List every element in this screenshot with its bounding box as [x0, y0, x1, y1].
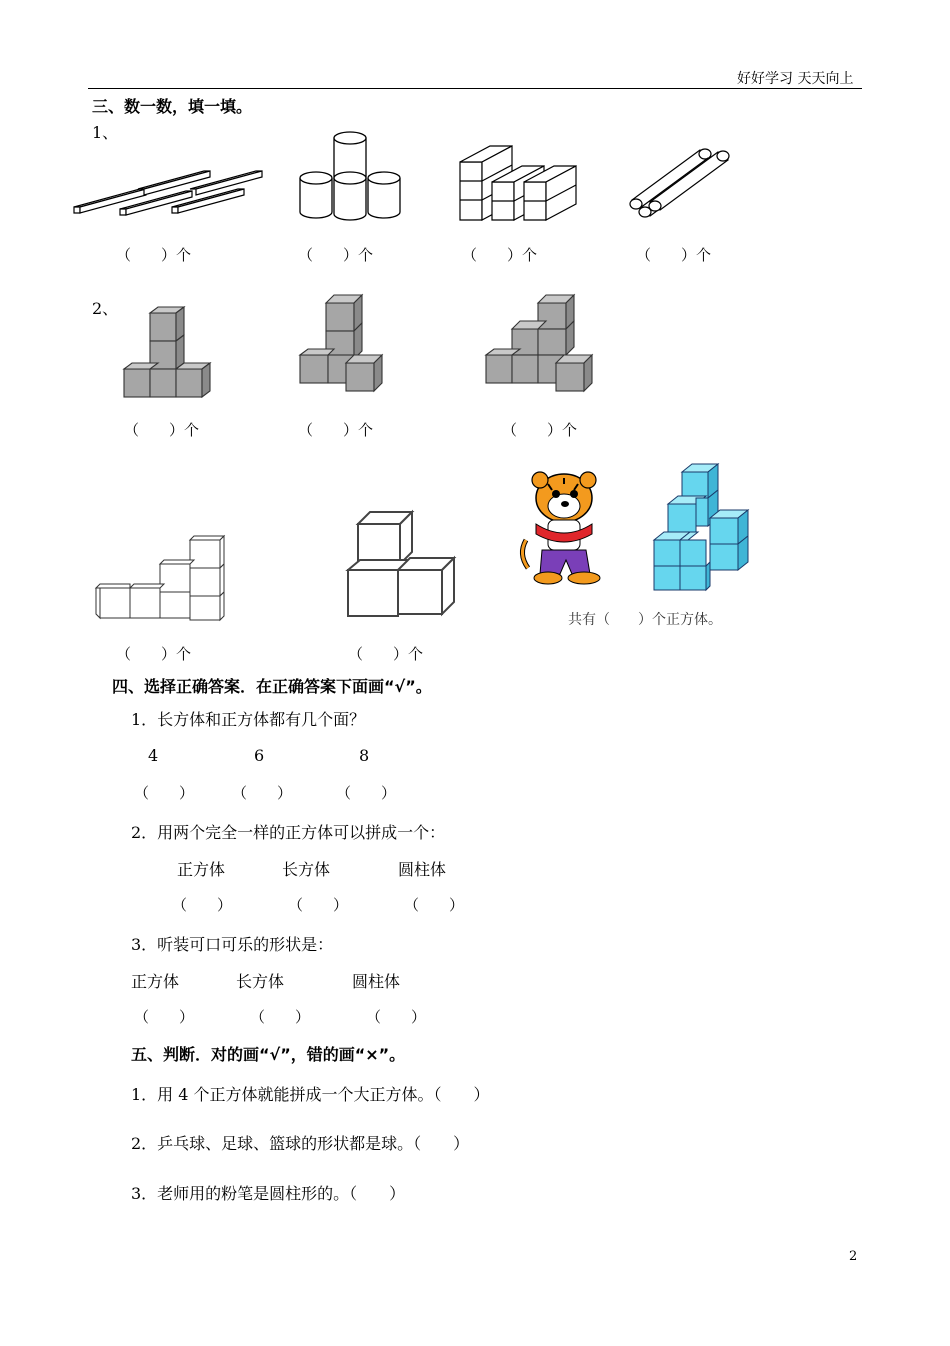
- part1-label: 1、: [92, 123, 119, 142]
- header-motto: 好好学习 天天向上: [737, 71, 854, 87]
- part2-label: 2、: [92, 299, 119, 318]
- tiger-caption[interactable]: 共有（ ）个正方体。: [568, 612, 722, 628]
- section4-q2-text: 2．用两个完全一样的正方体可以拼成一个：: [131, 823, 446, 842]
- q1-blank-3[interactable]: （ ）: [336, 784, 397, 802]
- part3-answer-1[interactable]: （ ）个: [116, 645, 192, 663]
- cylinders-figure: [298, 130, 406, 224]
- q2-blank-2[interactable]: （ ）: [288, 896, 349, 914]
- section4-title: 四、选择正确答案．在正确答案下面画“√”。: [112, 677, 432, 696]
- part2-answer-1[interactable]: （ ）个: [124, 421, 200, 439]
- q2-blank-1[interactable]: （ ）: [172, 896, 233, 914]
- white-cubes-figure-1: [94, 534, 236, 624]
- q3-blank-3[interactable]: （ ）: [366, 1008, 427, 1026]
- part3-answer-2[interactable]: （ ）个: [348, 645, 424, 663]
- q2-option-3: 圆柱体: [398, 860, 447, 879]
- q1-blank-1[interactable]: （ ）: [134, 784, 195, 802]
- cyan-cubes-figure: [652, 462, 754, 594]
- q3-blank-2[interactable]: （ ）: [250, 1008, 311, 1026]
- q2-option-1: 正方体: [177, 860, 226, 879]
- judge-item-1[interactable]: 1．用 4 个正方体就能拼成一个大正方体。（ ）: [131, 1085, 490, 1104]
- q2-option-2: 长方体: [282, 860, 331, 879]
- section5-title: 五、判断．对的画“√”，错的画“×”。: [131, 1045, 406, 1064]
- tiger-mascot-illustration: [518, 470, 610, 588]
- part2-answer-3[interactable]: （ ）个: [502, 421, 578, 439]
- part1-answer-2[interactable]: （ ）个: [298, 246, 374, 264]
- q3-option-3: 圆柱体: [352, 972, 401, 991]
- part1-answer-4[interactable]: （ ）个: [636, 246, 712, 264]
- q3-blank-1[interactable]: （ ）: [134, 1008, 195, 1026]
- header-divider: [88, 88, 862, 89]
- section4-q1-text: 1．长方体和正方体都有几个面？: [131, 710, 366, 729]
- grey-cubes-figure-3: [486, 293, 604, 393]
- part1-answer-3[interactable]: （ ）个: [462, 246, 538, 264]
- q1-option-3: 8: [359, 746, 370, 765]
- judge-item-3[interactable]: 3．老师用的粉笔是圆柱形的。（ ）: [131, 1184, 406, 1203]
- section3-title: 三、数一数，填一填。: [92, 97, 253, 116]
- page-number: 2: [849, 1249, 858, 1264]
- section4-q3-text: 3．听装可口可乐的形状是：: [131, 935, 334, 954]
- grey-cubes-figure-1: [122, 305, 216, 399]
- part2-answer-2[interactable]: （ ）个: [298, 421, 374, 439]
- part1-answer-1[interactable]: （ ）个: [116, 246, 192, 264]
- q3-option-1: 正方体: [131, 972, 180, 991]
- tubes-figure: [626, 142, 734, 224]
- judge-item-2[interactable]: 2．乒乓球、足球、篮球的形状都是球。（ ）: [131, 1134, 470, 1153]
- white-cubes-figure-2: [340, 508, 462, 620]
- q2-blank-3[interactable]: （ ）: [404, 896, 465, 914]
- cuboids-figure: [458, 142, 580, 224]
- q3-option-2: 长方体: [236, 972, 285, 991]
- q1-option-2: 6: [254, 746, 265, 765]
- q1-blank-2[interactable]: （ ）: [232, 784, 293, 802]
- q1-option-1: 4: [148, 746, 159, 765]
- sticks-figure: [70, 165, 265, 220]
- grey-cubes-figure-2: [300, 293, 394, 393]
